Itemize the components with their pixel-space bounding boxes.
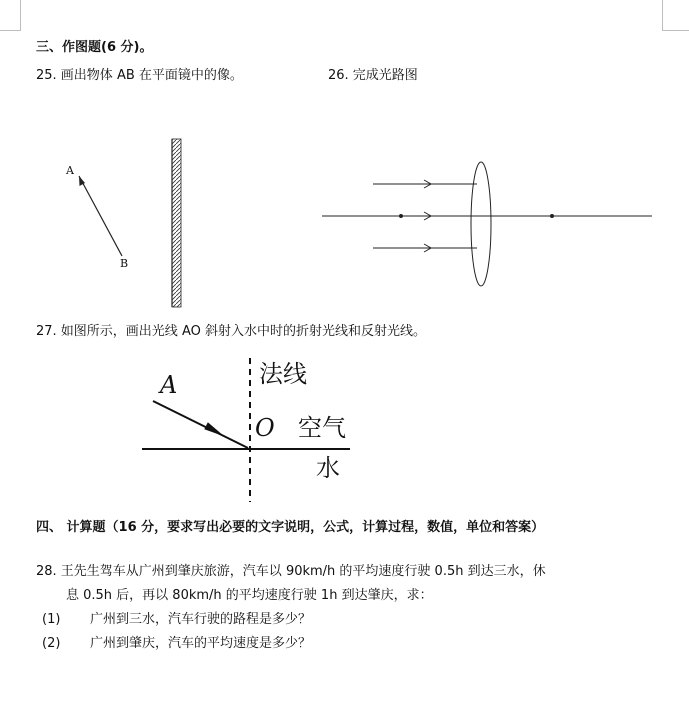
point-o-label: O [255,414,275,442]
normal-label: 法线 [259,360,307,388]
point-a-label: A [66,164,74,177]
focal-point-left [399,214,403,218]
figure-26 [322,162,652,286]
object-ab-line [79,176,122,256]
section-4-heading: 四、 计算题（16 分，要求写出必要的文字说明，公式，计算过程，数值，单位和答案） [36,520,545,535]
section-3-heading: 三、作图题(6 分)。 [36,40,153,55]
sub-question-1-number: (1) [42,612,61,627]
question-27: 27. 如图所示，画出光线 AO 斜射入水中时的折射光线和反射光线。 [36,324,426,339]
point-b-label: B [120,257,129,270]
question-26: 26. 完成光路图 [328,68,418,83]
mirror-hatching [172,139,181,307]
incident-ray-ao [153,401,248,448]
sub-question-2-number: (2) [42,636,61,651]
sub-question-2: 广州到肇庆，汽车的平均速度是多少？ [90,636,312,651]
convex-lens [471,162,491,286]
question-28-line-2: 息 0.5h 后，再以 80km/h 的平均速度行驶 1h 到达肇庆，求： [66,588,433,603]
figure-25 [79,139,181,307]
sub-question-1: 广州到三水，汽车行驶的路程是多少？ [90,612,312,627]
air-label: 空气 [298,414,346,442]
water-label: 水 [316,454,340,482]
question-28-line-1: 28. 王先生驾车从广州到肇庆旅游，汽车以 90km/h 的平均速度行驶 0.5h 到达三水，休 [36,564,546,579]
ray-a-label: A [160,371,178,399]
incident-ray-ao-arrowhead [205,423,222,435]
focal-point-right [550,214,554,218]
question-25: 25. 画出物体 AB 在平面镜中的像。 [36,68,243,83]
